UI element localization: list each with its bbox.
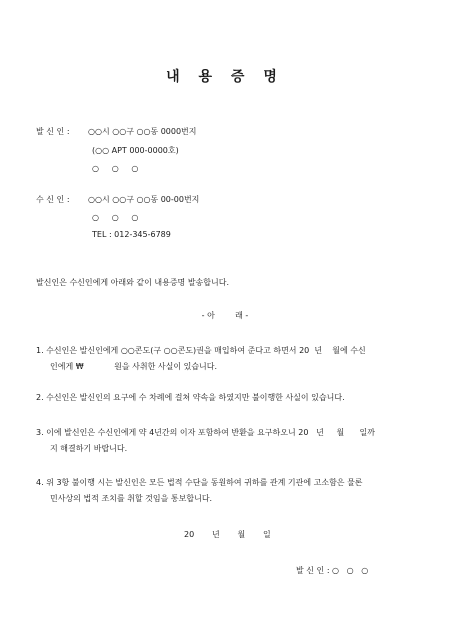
recipient-name: ○ ○ ○ <box>92 213 139 222</box>
document-date: 20 년 월 일 <box>184 530 271 539</box>
list-item-1-line1: 1. 수신인은 발신인에게 ○○콘도(구 ○○콘도)권을 매입하여 준다고 하면서 20 년 월에 수신 <box>36 346 366 355</box>
list-item-2-line1: 2. 수신인은 발신인의 요구에 수 차례에 걸쳐 약속을 하였지만 불이행한 사실이 있습니다. <box>36 393 345 402</box>
list-item-4-line1: 4. 위 3항 불이행 시는 발신인은 모든 법적 수단을 동원하여 귀하를 관계 기관에 고소함은 물론 <box>36 478 363 487</box>
list-item-3-line2: 지 해결하기 바랍니다. <box>50 444 128 453</box>
recipient-label: 수 신 인 : <box>36 195 70 204</box>
sender-label: 발 신 인 : <box>36 127 70 136</box>
sender-apt: (○○ APT 000-0000호) <box>92 146 179 155</box>
section-heading: - 아 래 - <box>201 311 249 320</box>
list-item-3-line1: 3. 이에 발신인은 수신인에게 약 4년간의 이자 포함하여 반환을 요구하오니 20 년 월 일까 <box>36 428 375 437</box>
list-item-4-line2: 민사상의 법적 조치를 취할 것임을 통보합니다. <box>50 494 213 503</box>
document-title: 내 용 증 명 <box>166 69 284 85</box>
sender-address: ○○시 ○○구 ○○동 0000번지 <box>88 127 197 136</box>
list-item-1-line2: 인에게 ₩ 원을 사취한 사실이 있습니다. <box>50 362 218 371</box>
recipient-tel: TEL : 012-345-6789 <box>92 230 171 239</box>
sender-name: ○ ○ ○ <box>92 164 139 173</box>
intro-text: 발신인은 수신인에게 아래와 같이 내용증명 발송합니다. <box>36 278 229 287</box>
signature-line: 발 신 인 : ○ ○ ○ <box>296 566 369 575</box>
recipient-address: ○○시 ○○구 ○○동 00-00번지 <box>88 195 200 204</box>
